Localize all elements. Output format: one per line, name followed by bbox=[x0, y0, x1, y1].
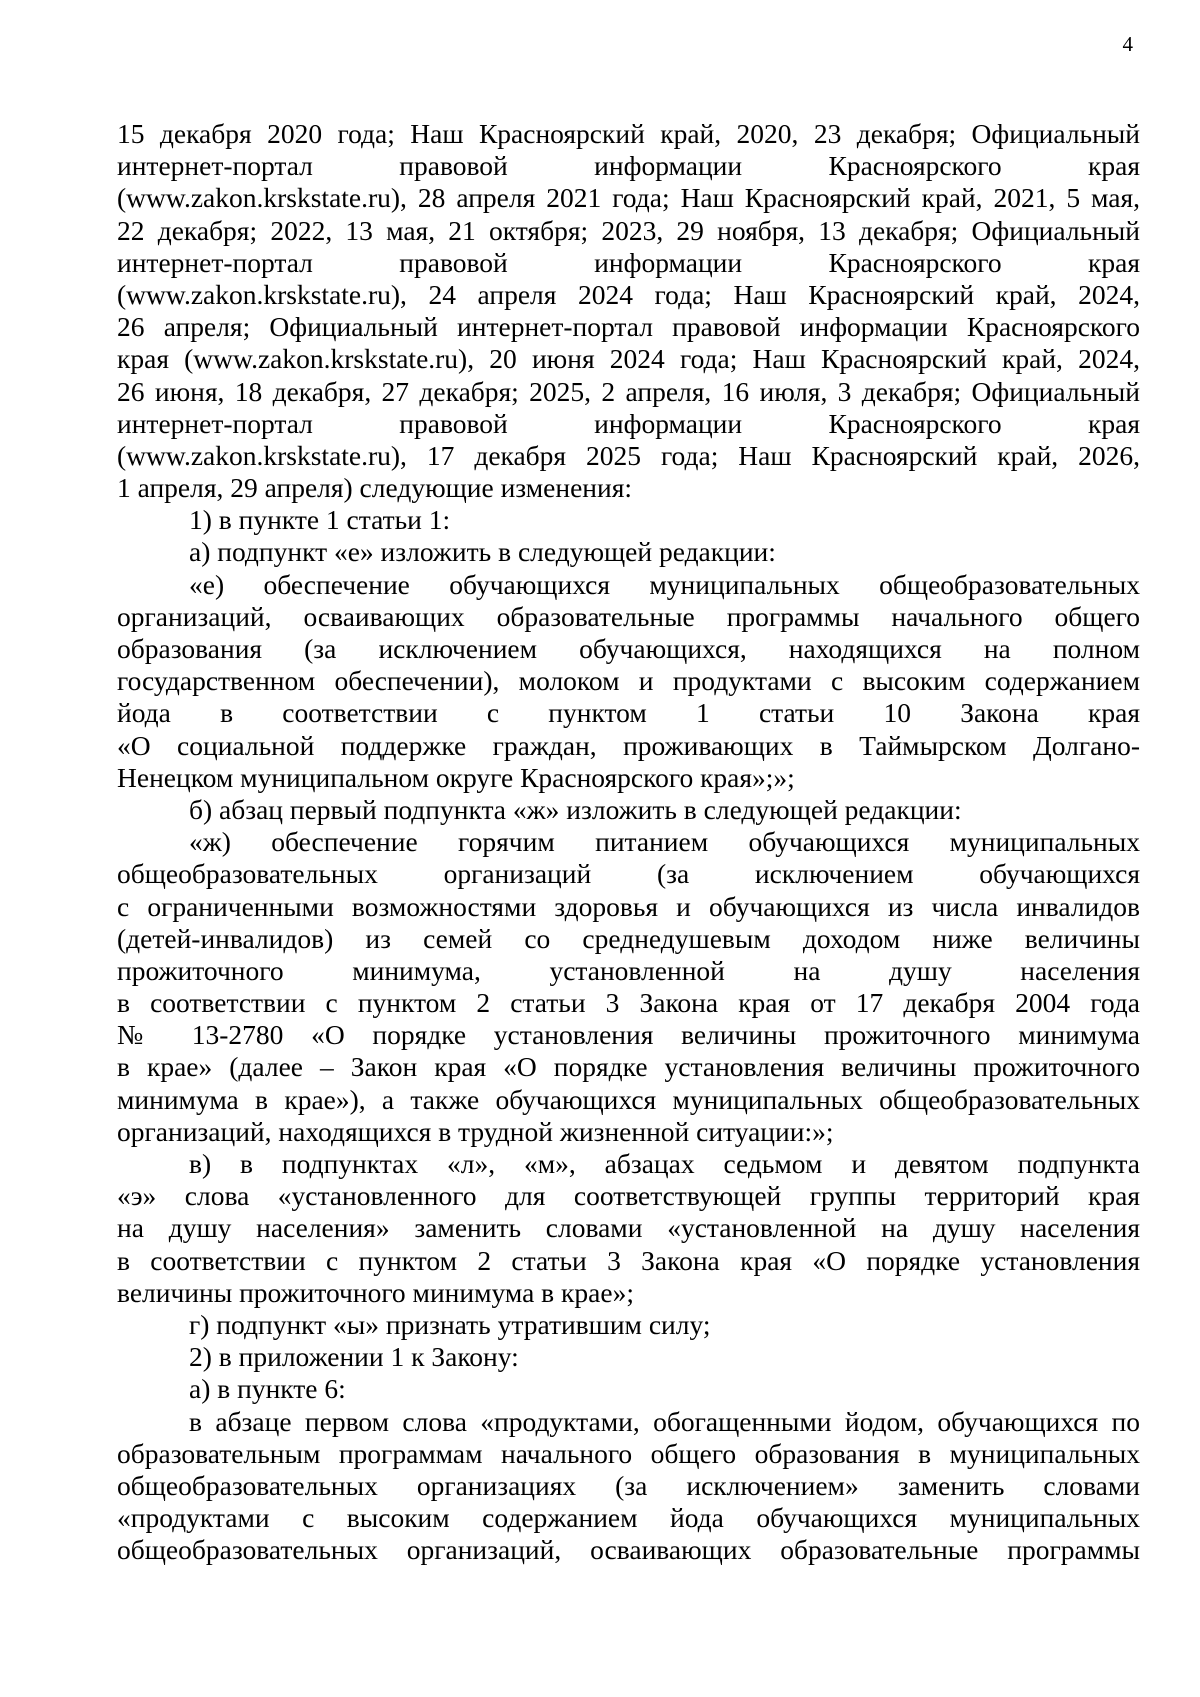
text-line: (www.zakon.krskstate.ru), 24 апреля 2024 года; Наш Красноярский край, 2024, bbox=[117, 278, 1140, 310]
text-line: края (www.zakon.krskstate.ru), 20 июня 2024 года; Наш Красноярский край, 2024, bbox=[117, 343, 1140, 375]
text-line: «О социальной поддержке граждан, проживающих в Таймырском Долгано- bbox=[117, 729, 1140, 761]
text-line: на душу населения» заменить словами «установленной на душу населения bbox=[117, 1212, 1140, 1244]
paragraph bbox=[117, 569, 1140, 794]
text-line: организаций, находящихся в трудной жизненной ситуации:»; bbox=[117, 1115, 834, 1147]
paragraph bbox=[117, 1309, 1140, 1341]
text-line: «продуктами с высоким содержанием йода обучающихся муниципальных bbox=[117, 1502, 1140, 1534]
text-line: в) в подпунктах «л», «м», абзацах седьмом и девятом подпункта bbox=[189, 1148, 1140, 1179]
text-line: 26 апреля; Официальный интернет-портал правовой информации Красноярского bbox=[117, 311, 1140, 343]
paragraph bbox=[117, 1341, 1140, 1373]
text-line: «э» слова «установленного для соответствующей группы территорий края bbox=[117, 1180, 1140, 1212]
text-line: в абзаце первом слова «продуктами, обогащенными йодом, обучающихся по bbox=[189, 1405, 1140, 1437]
text-line: в крае» (далее – Закон края «О порядке установления величины прожиточного bbox=[117, 1051, 1140, 1083]
text-line: 1 апреля, 29 апреля) следующие изменения: bbox=[117, 472, 633, 504]
text-line: «ж) обеспечение горячим питанием обучающихся муниципальных bbox=[189, 826, 1140, 858]
paragraph bbox=[117, 794, 1140, 826]
text-line: интернет-портал правовой информации Красноярского края bbox=[117, 150, 1140, 182]
text-line: величины прожиточного минимума в крае»; bbox=[117, 1276, 634, 1308]
text-line: 15 декабря 2020 года; Наш Красноярский край, 2020, 23 декабря; Официальный bbox=[117, 118, 1140, 149]
text-line: йода в соответствии с пунктом 1 статьи 10 Закона края bbox=[117, 697, 1140, 729]
text-line: общеобразовательных организаций, осваивающих образовательные программы bbox=[117, 1534, 1140, 1566]
page-number: 4 bbox=[1122, 32, 1133, 56]
text-line: б) абзац первый подпункта «ж» изложить в следующей редакции: bbox=[189, 793, 962, 825]
text-line: в соответствии с пунктом 2 статьи 3 Закона края от 17 декабря 2004 года bbox=[117, 987, 1140, 1019]
paragraph bbox=[117, 118, 1140, 504]
text-line: (www.zakon.krskstate.ru), 28 апреля 2021 года; Наш Красноярский край, 2021, 5 мая, bbox=[117, 182, 1140, 214]
text-line: а) в пункте 6: bbox=[189, 1373, 346, 1405]
paragraph bbox=[117, 826, 1140, 1148]
text-line: общеобразовательных организациях (за исключением» заменить словами bbox=[117, 1469, 1140, 1501]
text-line: 26 июня, 18 декабря, 27 декабря; 2025, 2 апреля, 16 июля, 3 декабря; Официальный bbox=[117, 375, 1140, 407]
text-line: интернет-портал правовой информации Красноярского края bbox=[117, 407, 1140, 439]
text-line: № 13-2780 «О порядке установления величины прожиточного минимума bbox=[117, 1019, 1140, 1051]
text-line: г) подпункт «ы» признать утратившим силу; bbox=[189, 1308, 711, 1340]
text-line: 1) в пункте 1 статьи 1: bbox=[189, 504, 451, 536]
text-line: в соответствии с пунктом 2 статьи 3 Закона края «О порядке установления bbox=[117, 1244, 1140, 1276]
text-line: 2) в приложении 1 к Закону: bbox=[189, 1341, 519, 1373]
text-line: 22 декабря; 2022, 13 мая, 21 октября; 2023, 29 ноября, 13 декабря; Официальный bbox=[117, 214, 1140, 246]
text-line: образовательным программам начального общего образования в муниципальных bbox=[117, 1437, 1140, 1469]
text-line: общеобразовательных организаций (за исключением обучающихся bbox=[117, 858, 1140, 890]
paragraph bbox=[117, 504, 1140, 536]
text-line: образования (за исключением обучающихся, находящихся на полном bbox=[117, 633, 1140, 664]
paragraph bbox=[117, 1373, 1140, 1405]
paragraph bbox=[117, 1148, 1140, 1309]
text-line: а) подпункт «е» изложить в следующей редакции: bbox=[189, 536, 776, 568]
text-line: с ограниченными возможностями здоровья и обучающихся из числа инвалидов bbox=[117, 890, 1140, 922]
text-line: интернет-портал правовой информации Красноярского края bbox=[117, 246, 1140, 278]
paragraph bbox=[117, 536, 1140, 568]
text-line: организаций, осваивающих образовательные программы начального общего bbox=[117, 600, 1140, 632]
text-line: минимума в крае»), а также обучающихся муниципальных общеобразовательных bbox=[117, 1083, 1140, 1115]
text-line: «е) обеспечение обучающихся муниципальных общеобразовательных bbox=[189, 568, 1140, 600]
text-line: государственном обеспечении), молоком и продуктами с высоким содержанием bbox=[117, 665, 1140, 697]
text-line: прожиточного минимума, установленной на душу населения bbox=[117, 954, 1140, 986]
paragraph bbox=[117, 1406, 1140, 1567]
text-line: (www.zakon.krskstate.ru), 17 декабря 2025 года; Наш Красноярский край, 2026, bbox=[117, 439, 1140, 471]
document-body bbox=[117, 118, 1140, 1566]
text-line: Ненецком муниципальном округе Красноярского края»;»; bbox=[117, 761, 795, 793]
text-line: (детей-инвалидов) из семей со среднедушевым доходом ниже величины bbox=[117, 922, 1140, 954]
